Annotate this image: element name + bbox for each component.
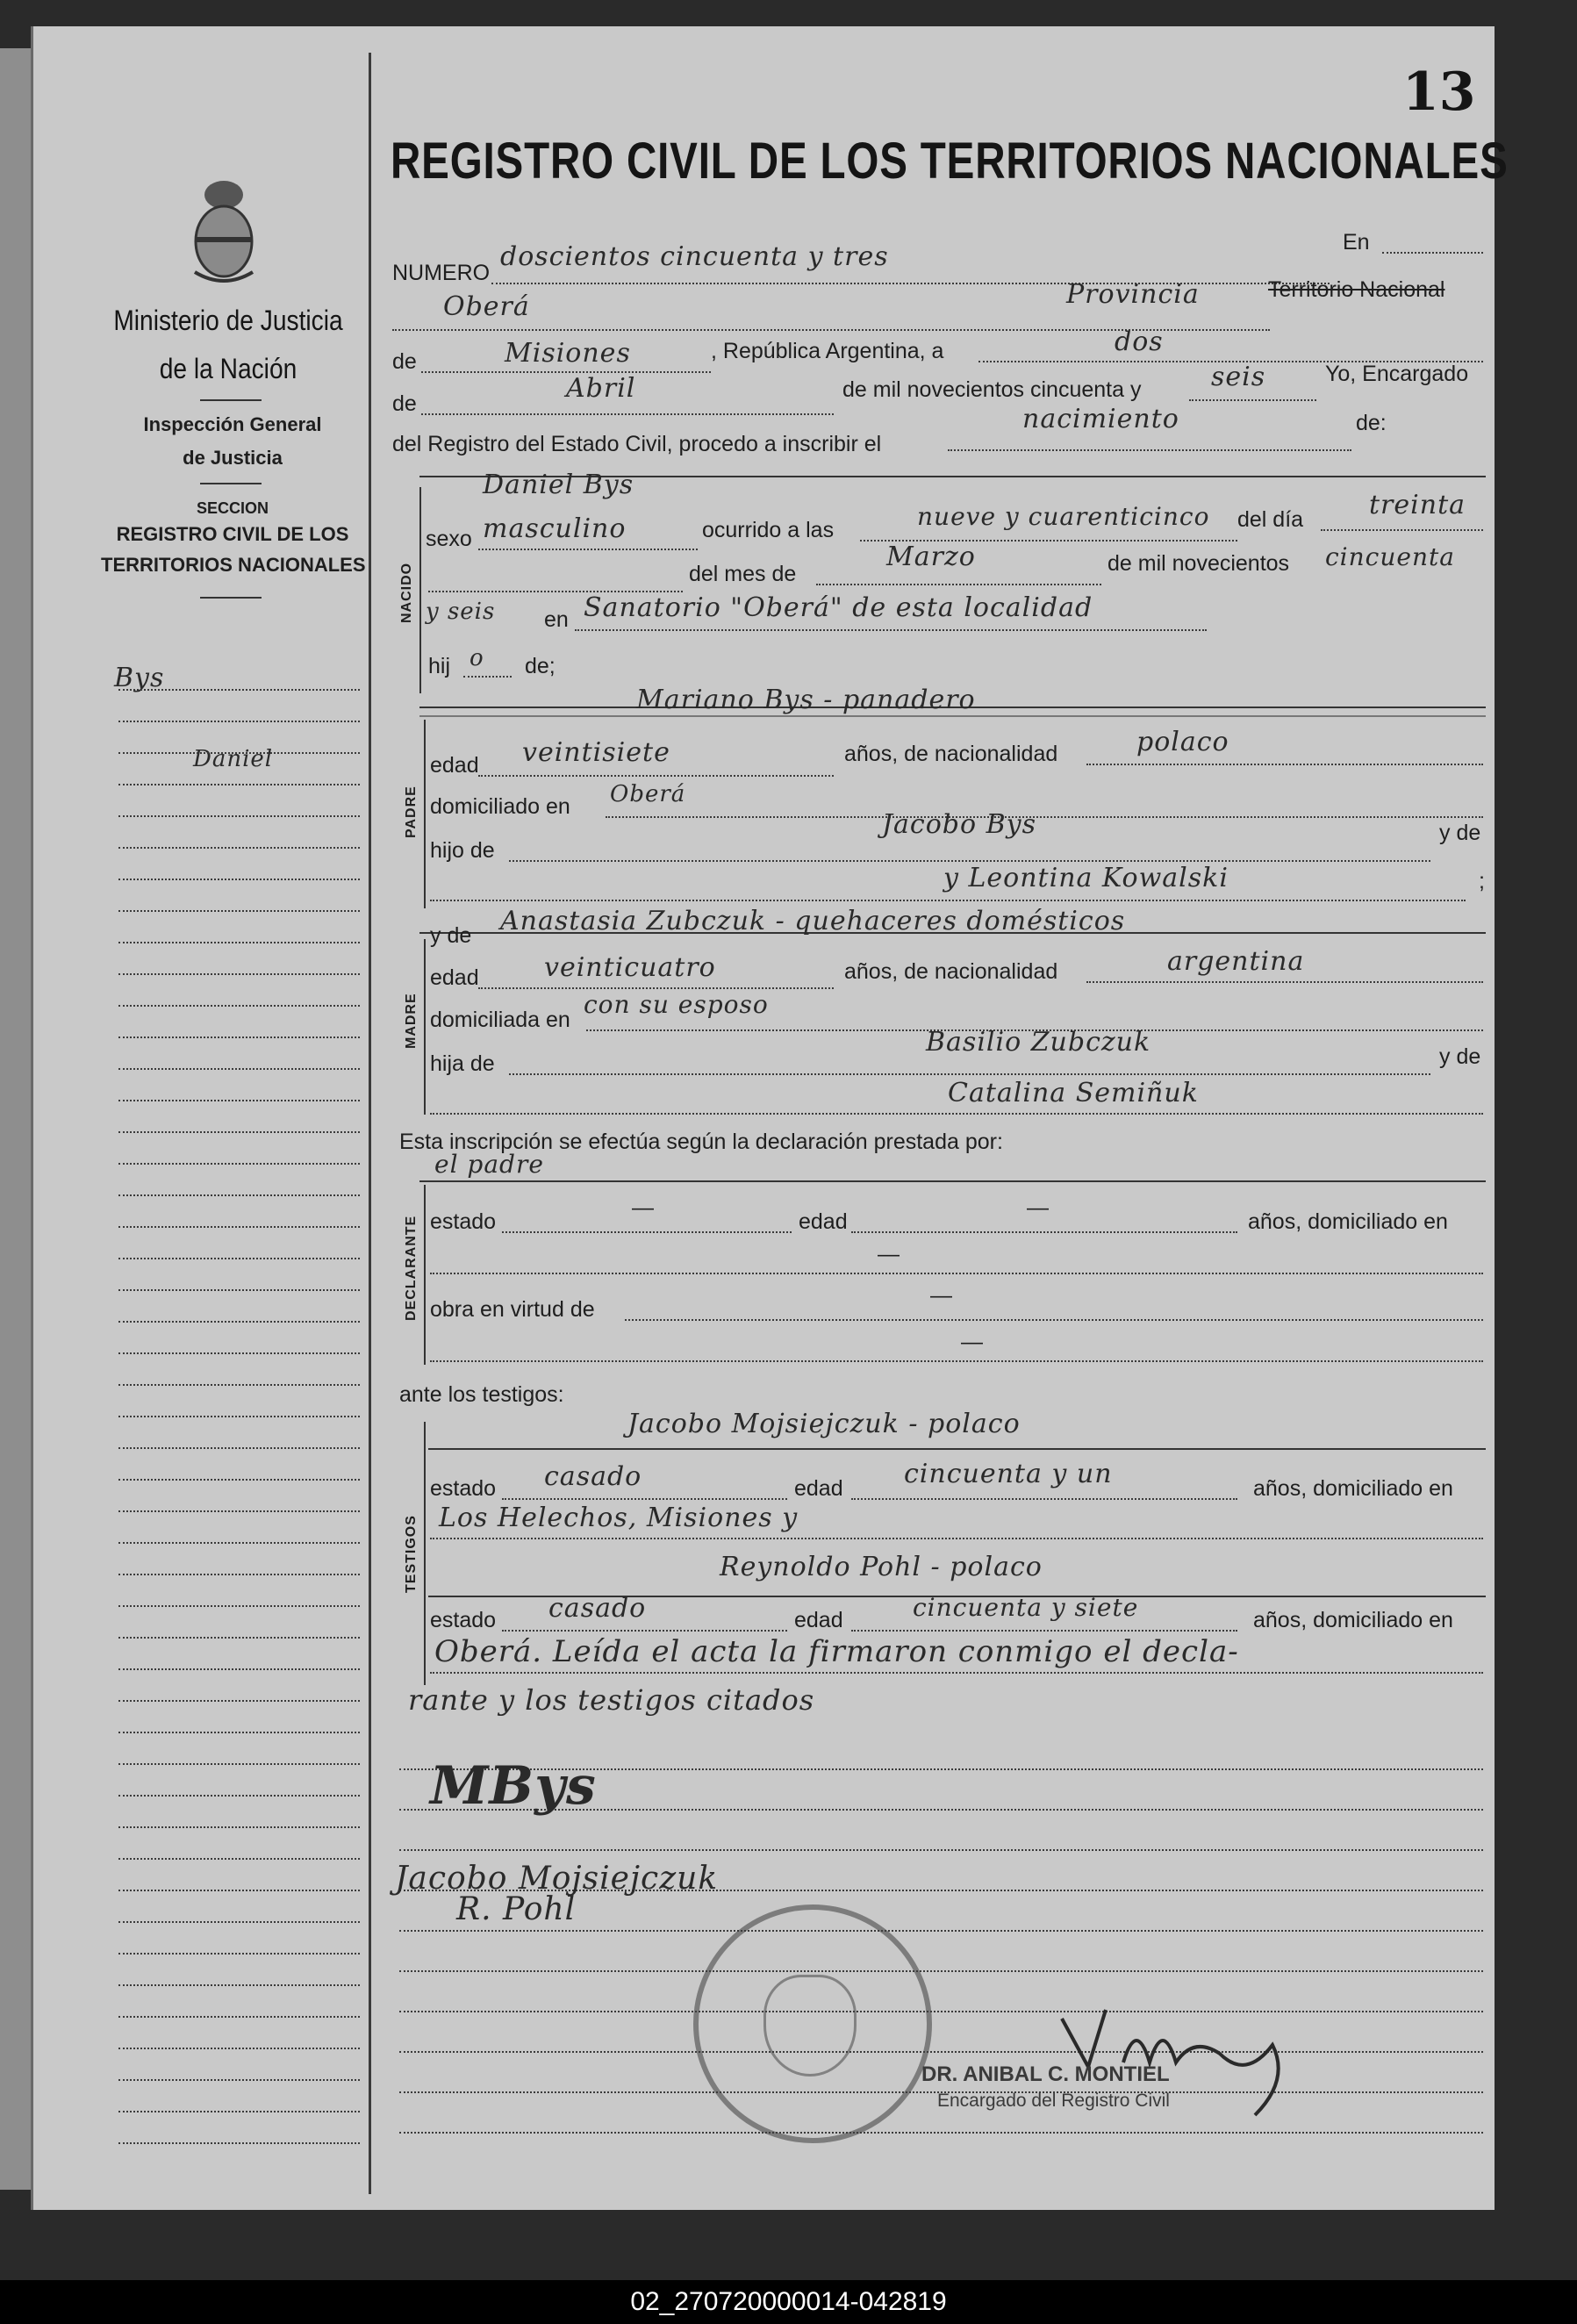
domicilio-label: domiciliada en <box>430 1008 570 1032</box>
margin-line <box>118 1321 360 1323</box>
fill-line <box>430 1360 1483 1362</box>
margin-line <box>118 784 360 785</box>
fill-line <box>1382 252 1483 254</box>
mes-label: del mes de <box>689 562 797 586</box>
year-label: de mil novecientos cincuenta y <box>842 377 1142 402</box>
hijo-label: hijo de <box>430 838 495 863</box>
nac-label: años, de nacionalidad <box>844 742 1058 766</box>
margin-line <box>118 1700 360 1702</box>
fill-line <box>491 283 1330 284</box>
padre-label: PADRE <box>404 785 419 838</box>
day-value: dos <box>1115 326 1164 357</box>
hij-value: o <box>470 645 484 671</box>
testigos-intro: ante los testigos: <box>399 1382 564 1407</box>
section-bracket <box>424 1422 426 1685</box>
yde-label: y de <box>1439 821 1481 845</box>
margin-line <box>118 1953 360 1955</box>
fill-line <box>1086 764 1483 765</box>
margin-line <box>118 1163 360 1165</box>
testigo1-estado: casado <box>544 1461 642 1492</box>
edad-label: edad <box>799 1209 848 1234</box>
domicilio-label: domiciliado en <box>430 794 570 819</box>
year-value: seis <box>1211 362 1266 392</box>
dash: — <box>878 1242 900 1266</box>
margin-line <box>118 1763 360 1765</box>
hora-value: nueve y cuarenticinco <box>917 502 1210 531</box>
margin-line <box>118 1668 360 1670</box>
fill-line <box>502 1630 787 1632</box>
anos-label: años, domiciliado en <box>1253 1608 1453 1632</box>
margin-line <box>118 689 360 691</box>
section-label: SECCION <box>196 499 269 517</box>
padre-name: Mariano Bys - panadero <box>636 685 976 715</box>
margin-line <box>118 910 360 912</box>
signature-witness-1: Jacobo Mojsiejczuk <box>395 1861 719 1897</box>
section-rule <box>419 1180 1486 1182</box>
margin-line <box>118 1100 360 1101</box>
margin-line <box>118 942 360 943</box>
section-rule <box>419 715 1486 717</box>
dash: — <box>1027 1195 1049 1220</box>
margin-line <box>118 2016 360 2018</box>
lugar-value: Sanatorio "Oberá" de esta localidad <box>584 592 1093 623</box>
inspection-line-2: de Justicia <box>183 447 283 469</box>
coat-of-arms-icon <box>184 176 263 290</box>
section-bracket <box>424 720 426 908</box>
semicolon: ; <box>1479 869 1485 893</box>
section-bracket <box>424 939 426 1115</box>
registro-label: del Registro del Estado Civil, procedo a inscribir el <box>392 432 882 456</box>
fill-line <box>1321 529 1483 531</box>
margin-line <box>118 721 360 722</box>
testigo1-domicilio: Los Helechos, Misiones y <box>439 1503 799 1533</box>
margin-line <box>118 1637 360 1639</box>
margin-line <box>118 1416 360 1417</box>
margin-line <box>118 1258 360 1259</box>
en-label: en <box>544 607 569 632</box>
testigo2-name: Reynoldo Pohl - polaco <box>720 1552 1043 1582</box>
fill-line <box>430 1672 1483 1674</box>
madre-nac: argentina <box>1167 946 1305 977</box>
testigo2-domicilio: Oberá. Leída el acta la firmaron conmigo el decla- <box>434 1634 1239 1669</box>
margin-line <box>118 1226 360 1228</box>
fill-line <box>851 1630 1237 1632</box>
sexo-label: sexo <box>426 527 472 551</box>
margin-line <box>118 1921 360 1923</box>
madre-yde: y de <box>430 923 472 948</box>
margin-line <box>118 2111 360 2112</box>
fill-line <box>430 900 1466 901</box>
fill-line <box>948 449 1351 451</box>
fill-line <box>430 1538 1483 1539</box>
place-value: Oberá <box>443 291 530 322</box>
dash: — <box>961 1330 983 1354</box>
ocurrido-label: ocurrido a las <box>702 518 835 542</box>
margin-line <box>118 2142 360 2144</box>
acto-value: nacimiento <box>1022 404 1179 434</box>
fill-line <box>478 549 698 550</box>
anos-label: años, domiciliado en <box>1248 1209 1448 1234</box>
month-value: Abril <box>566 373 636 404</box>
section-rule <box>428 1448 1486 1450</box>
edad-label: edad <box>794 1608 843 1632</box>
seal-emblem-icon <box>763 1975 857 2077</box>
margin-line <box>118 1036 360 1038</box>
margin-name: Daniel <box>193 746 274 772</box>
fill-line <box>606 816 1483 818</box>
anos-label: años, domiciliado en <box>1253 1476 1453 1501</box>
margin-line <box>118 1289 360 1291</box>
margin-line <box>118 1384 360 1386</box>
signature-line <box>399 1849 1483 1851</box>
officer-name: DR. ANIBAL C. MONTIEL <box>921 2062 1170 2086</box>
section-bracket <box>419 487 421 693</box>
ministry-line-2: de la Nación <box>159 353 297 384</box>
officer-title: Encargado del Registro Civil <box>937 2091 1170 2111</box>
margin-line <box>118 1510 360 1512</box>
fill-line <box>502 1231 792 1233</box>
padre-edad: veintisiete <box>522 737 670 768</box>
section-bracket <box>424 1185 426 1365</box>
divider <box>200 399 262 401</box>
province-value: Provincia <box>1066 279 1200 310</box>
fill-line <box>502 1498 787 1500</box>
section-line-1: REGISTRO CIVIL DE LOS <box>116 523 349 545</box>
signature-witness-2: R. Pohl <box>456 1891 577 1927</box>
padre-domicilio: Oberá <box>610 781 686 807</box>
margin-line <box>118 1352 360 1354</box>
de-label: de <box>392 391 417 416</box>
dash: — <box>930 1283 952 1308</box>
en-label: En <box>1343 230 1370 255</box>
margin-line <box>118 2048 360 2049</box>
closing-text: rante y los testigos citados <box>408 1683 815 1717</box>
fill-line <box>430 1273 1483 1274</box>
testigo1-name: Jacobo Mojsiejczuk - polaco <box>627 1409 1021 1439</box>
signature-line <box>399 1930 1483 1932</box>
fill-line <box>509 860 1430 862</box>
fill-line <box>478 987 834 989</box>
fill-line <box>575 629 1207 631</box>
margin-line <box>118 973 360 975</box>
anio-cont: y seis <box>426 599 496 625</box>
hij-label: hij <box>428 654 451 678</box>
margin-line <box>118 1858 360 1860</box>
testigo2-estado: casado <box>548 1593 647 1624</box>
madre-domicilio: con su esposo <box>584 990 769 1019</box>
margin-line <box>118 1732 360 1733</box>
image-caption: 02_270720000014-042819 <box>0 2280 1577 2324</box>
padre-parent1: Jacobo Bys <box>882 809 1036 840</box>
de-label: de <box>392 349 417 374</box>
column-divider <box>369 53 371 2194</box>
divider <box>200 483 262 484</box>
numero-label: NUMERO <box>392 261 491 285</box>
edad-label: edad <box>430 965 479 990</box>
testigo1-edad: cincuenta y un <box>904 1459 1113 1489</box>
margin-line <box>118 1826 360 1828</box>
territorio-label: Territorio Nacional <box>1268 277 1445 302</box>
nacido-name: Daniel Bys <box>483 470 634 500</box>
nac-label: años, de nacionalidad <box>844 959 1058 984</box>
testigos-label: TESTIGOS <box>404 1515 419 1593</box>
mes-value: Marzo <box>886 542 976 572</box>
madre-parent2: Catalina Semiñuk <box>948 1078 1199 1108</box>
madre-edad: veinticuatro <box>544 952 716 983</box>
fill-line <box>625 1319 1483 1321</box>
fill-line <box>509 1073 1430 1075</box>
edad-label: edad <box>794 1476 843 1501</box>
margin-line <box>118 815 360 817</box>
obra-label: obra en virtud de <box>430 1297 595 1322</box>
anio-label: de mil novecientos <box>1107 551 1290 576</box>
fill-line <box>478 775 834 777</box>
madre-label: MADRE <box>404 993 419 1049</box>
signature-line <box>399 2051 1483 2053</box>
margin-line <box>118 752 360 754</box>
margin-line <box>118 1605 360 1607</box>
declarante-label: DECLARANTE <box>404 1215 419 1321</box>
margin-line <box>118 1984 360 1986</box>
madre-parent1: Basilio Zubczuk <box>926 1027 1151 1058</box>
margin-line <box>118 1890 360 1891</box>
ministry-line-1: Ministerio de Justicia <box>113 305 343 336</box>
declaracion-intro: Esta inscripción se efectúa según la declaración prestada por: <box>399 1130 1003 1154</box>
padre-parent2: y Leontina Kowalski <box>943 863 1229 893</box>
dia-label: del día <box>1237 507 1304 532</box>
margin-line <box>118 1194 360 1196</box>
margin-line <box>118 1542 360 1544</box>
fill-line <box>851 1498 1237 1500</box>
margin-line <box>118 847 360 849</box>
nacido-label: NACIDO <box>399 562 414 623</box>
fill-line <box>816 584 1101 585</box>
yo-label: Yo, Encargado <box>1325 362 1469 386</box>
fill-line <box>1189 399 1316 401</box>
edad-label: edad <box>430 753 479 778</box>
hija-label: hija de <box>430 1051 495 1076</box>
dash: — <box>632 1195 654 1220</box>
inspection-line-1: Inspección General <box>143 413 322 435</box>
dia-value: treinta <box>1369 490 1466 520</box>
estado-label: estado <box>430 1209 497 1234</box>
estado-label: estado <box>430 1476 497 1501</box>
margin-line <box>118 1795 360 1797</box>
margin-line <box>118 1068 360 1070</box>
fill-line <box>463 676 512 678</box>
de-label: de; <box>525 654 556 678</box>
fill-line <box>1086 981 1483 983</box>
margin-surname: Bys <box>114 663 165 693</box>
testigo2-edad: cincuenta y siete <box>913 1593 1139 1622</box>
margin-line <box>118 879 360 880</box>
fill-line <box>430 1113 1483 1115</box>
margin-line <box>118 1479 360 1481</box>
sexo-value: masculino <box>483 513 627 544</box>
document-title: REGISTRO CIVIL DE LOS TERRITORIOS NACIONALES <box>391 133 1509 190</box>
fill-line <box>421 413 834 415</box>
padre-nac: polaco <box>1136 727 1229 757</box>
de-colon: de: <box>1356 411 1387 435</box>
republica-label: , República Argentina, a <box>711 339 944 363</box>
divider <box>200 597 262 599</box>
margin-line <box>118 1005 360 1007</box>
fill-line <box>851 1231 1237 1233</box>
section-line-2: TERRITORIOS NACIONALES <box>101 554 366 576</box>
anio-value: cincuenta <box>1325 542 1455 571</box>
signature-declarante: MBys <box>430 1755 597 1817</box>
margin-line <box>118 1131 360 1133</box>
estado-label: estado <box>430 1608 497 1632</box>
numero-value: doscientos cincuenta y tres <box>500 241 889 272</box>
margin-line <box>118 1447 360 1449</box>
signature-line <box>399 2011 1483 2012</box>
yde-label: y de <box>1439 1044 1481 1069</box>
madre-name: Anastasia Zubczuk - quehaceres domésticos <box>500 906 1126 936</box>
province-name: Misiones <box>505 338 631 369</box>
margin-line <box>118 1574 360 1575</box>
signature-line <box>399 1970 1483 1972</box>
page-number: 13 <box>1402 61 1476 123</box>
signature-line <box>399 2132 1483 2134</box>
margin-line <box>118 2079 360 2081</box>
declarante-value: el padre <box>434 1150 544 1179</box>
